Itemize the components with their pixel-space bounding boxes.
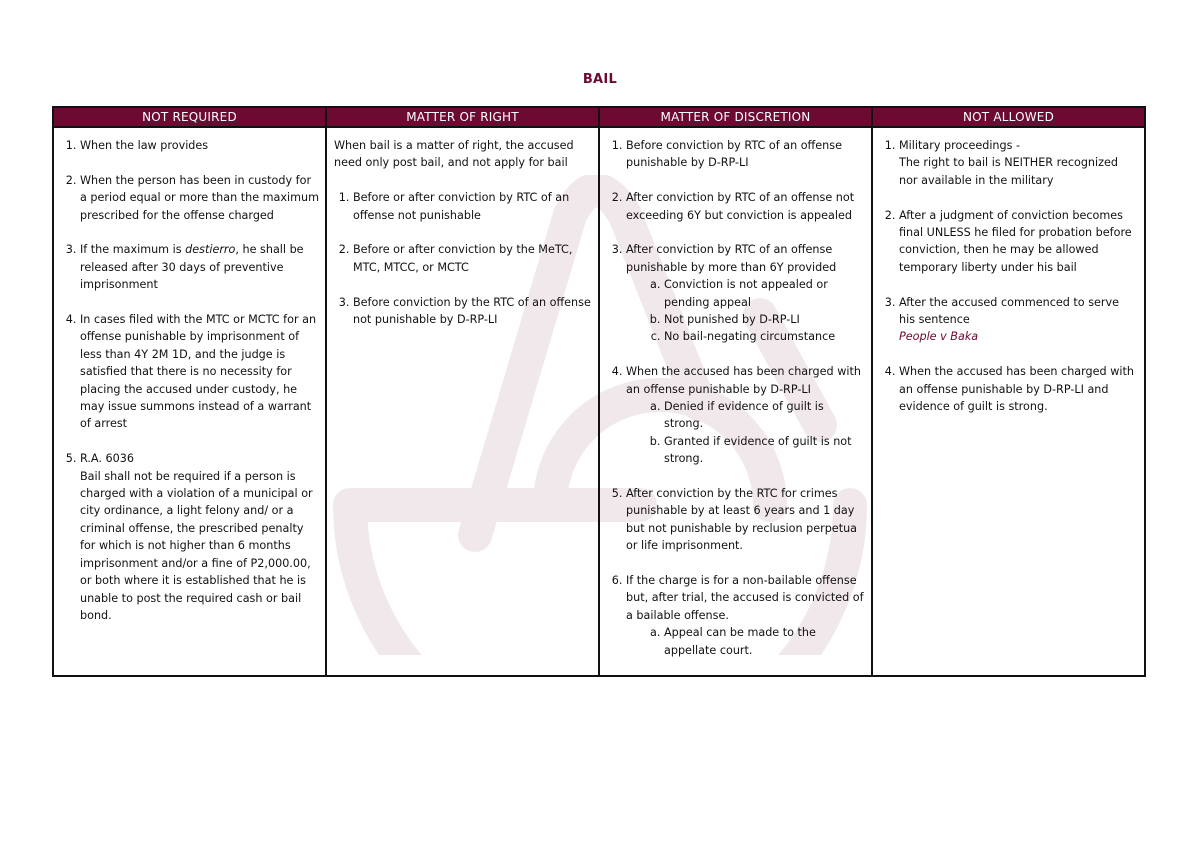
- item-detail: The right to bail is NEITHER recognized nor available in the military: [899, 156, 1118, 187]
- list-item: [626, 485, 865, 555]
- sub-list: [626, 276, 865, 346]
- item-text: After conviction by RTC of an offense not exceeding 6Y but conviction is appealed: [626, 191, 855, 222]
- page-title: BAIL: [582, 72, 618, 87]
- list-item: [899, 294, 1138, 346]
- list-item: [353, 241, 592, 276]
- list-item: [80, 311, 319, 433]
- item-text: Before conviction by RTC of an offense punishable by D-RP-LI: [626, 139, 842, 170]
- list-item: [626, 241, 865, 345]
- cell-not-allowed: [872, 127, 1145, 676]
- item-text: If the charge is for a non-bailable offense but, after trial, the accused is convicted of a bailable offense.: [626, 574, 864, 622]
- item-text: Before conviction by the RTC of an offense not punishable by D-RP-LI: [353, 295, 591, 327]
- sub-list: [626, 398, 865, 468]
- list-item: [899, 207, 1138, 277]
- item-text: If the maximum is: [80, 243, 186, 257]
- sub-list-item: b. Not punished by D-RP-LI: [664, 311, 865, 328]
- list-item: [899, 137, 1138, 189]
- header-row: [53, 107, 1145, 127]
- header-matter-of-right: MATTER OF RIGHT: [326, 107, 599, 127]
- list-item: [626, 572, 865, 659]
- cell-not-required: [53, 127, 326, 676]
- list-item: [80, 137, 319, 154]
- item-emphasis: destierro: [185, 243, 236, 257]
- list-item: [80, 172, 319, 224]
- matter-of-discretion-list: [607, 137, 865, 659]
- item-text: After conviction by RTC of an offense punishable by more than 6Y provided: [626, 243, 837, 274]
- item-text: Before or after conviction by the MeTC, MTC, MTCC, or MCTC: [353, 243, 573, 274]
- list-item: [353, 189, 592, 224]
- item-text: After a judgment of conviction becomes final UNLESS he filed for probation before conviction, then he may be allowed temporary liberty under his bail: [899, 208, 1132, 274]
- header-not-required: NOT REQUIRED: [53, 107, 326, 127]
- item-text: When the accused has been charged with an offense punishable by D-RP-LI and evidence of guilt is strong.: [899, 365, 1134, 414]
- sub-list-item: c. No bail-negating circumstance: [664, 328, 865, 345]
- list-item: [80, 241, 319, 293]
- content-row: [53, 127, 1145, 676]
- matter-of-right-list: [334, 189, 592, 328]
- not-required-list: [61, 137, 319, 624]
- header-not-allowed: NOT ALLOWED: [872, 107, 1145, 127]
- item-text: 1. Military proceedings -: [899, 139, 1021, 152]
- case-reference: People v Baka: [899, 330, 979, 344]
- item-detail: Bail shall not be required if a person is charged with a violation of a municipal or city ordinance, a light felony and/ or a criminal offense, the prescribed penalty for which is not higher than 6 months imprisonment and/or a fine of P2,000.00, or both where it is established that he is unable to post the required cash or bail bond.: [80, 469, 313, 622]
- item-text: When the person has been in custody for a period equal or more than the maximum prescribed for the offense charged: [80, 173, 320, 222]
- list-item: [353, 294, 592, 329]
- list-item: [626, 363, 865, 467]
- not-allowed-list: [880, 137, 1138, 415]
- cell-matter-of-right: [326, 127, 599, 676]
- sub-list-item: a. Conviction is not appealed or pending appeal: [664, 276, 865, 311]
- item-text: When the law provides: [80, 139, 209, 152]
- header-matter-of-discretion: MATTER OF DISCRETION: [599, 107, 872, 127]
- item-text: In cases filed with the MTC or MCTC for an offense punishable by imprisonment of less than 4Y 2M 1D, and the judge is satisfied that there is no necessity for placing the accused under custody, he may issue summons instead of a warrant of arrest: [80, 313, 317, 431]
- sub-list-item: a. Appeal can be made to the appellate court.: [664, 624, 865, 659]
- item-text: 3. After the accused commenced to serve his sentence: [899, 295, 1120, 327]
- item-text: After conviction by the RTC for crimes punishable by at least 6 years and 1 day but not punishable by reclusion perpetua or life imprisonment.: [626, 487, 858, 553]
- list-item: [899, 363, 1138, 415]
- list-item: [626, 189, 865, 224]
- item-text: , he shall be released after 30 days of preventive imprisonment: [80, 243, 304, 292]
- sub-list-item: a. Denied if evidence of guilt is strong.: [664, 398, 865, 433]
- cell-matter-of-discretion: [599, 127, 872, 676]
- list-item: [626, 137, 865, 172]
- item-text: 5. R.A. 6036: [80, 452, 134, 466]
- intro-text: When bail is a matter of right, the accused need only post bail, and not apply for bail: [334, 139, 574, 170]
- bail-table: [52, 106, 1146, 677]
- sub-list-item: b. Granted if evidence of guilt is not strong.: [664, 433, 865, 468]
- sub-list: [626, 624, 865, 659]
- list-item: [80, 450, 319, 624]
- item-text: When the accused has been charged with an offense punishable by D-RP-LI: [626, 365, 861, 396]
- item-text: Before or after conviction by RTC of an offense not punishable: [353, 191, 570, 222]
